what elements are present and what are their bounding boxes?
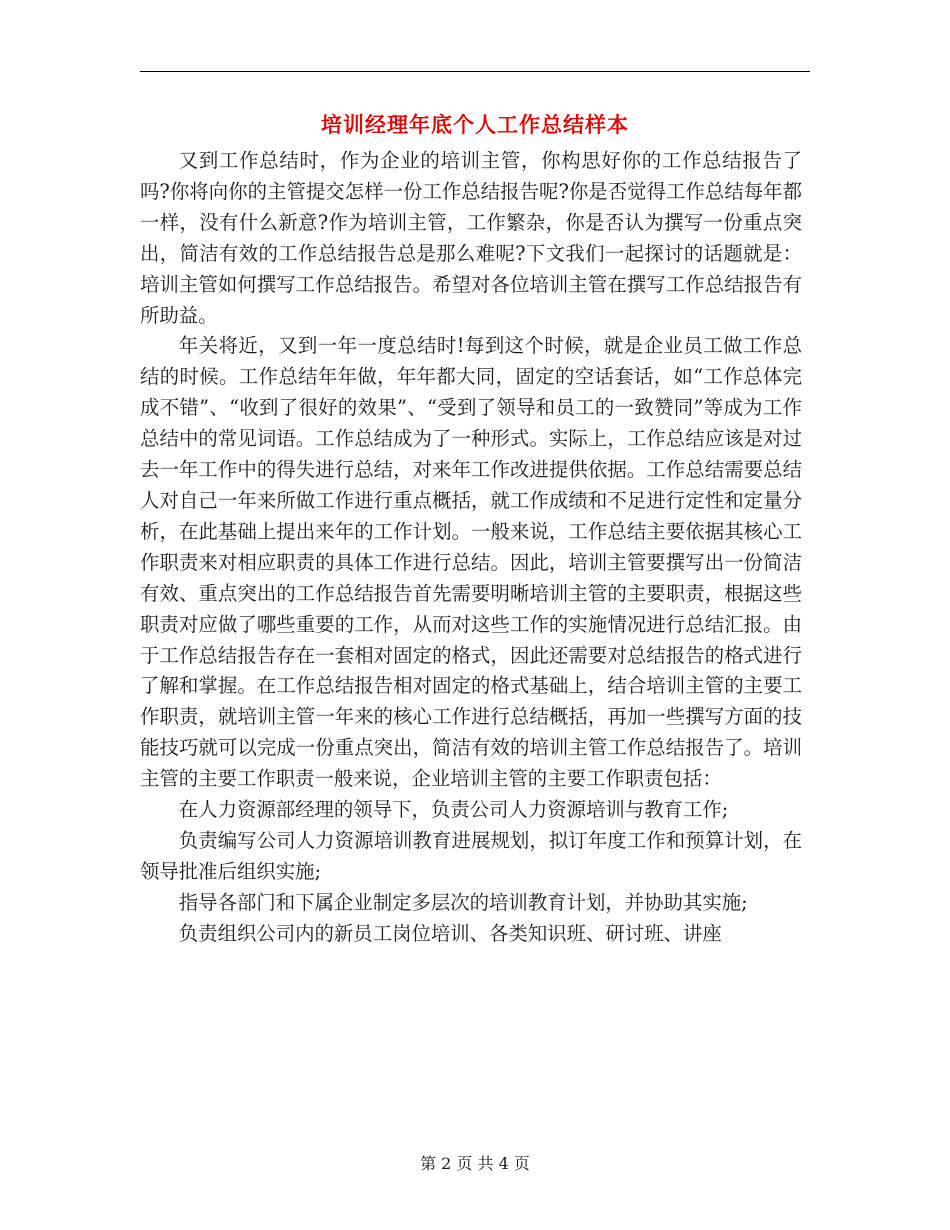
paragraph-duty-4: 负责组织公司内的新员工岗位培训、各类知识班、研讨班、讲座 [178, 921, 722, 945]
paragraph-intro: 又到工作总结时，作为企业的培训主管，你构思好你的工作总结报告了吗?你将向你的主管提交怎样一份工作总结报告呢?你是否觉得工作总结每年都一样，没有什么新意?作为培训主管，工作繁杂，你是否认为撰写一份重点突出，简洁有效的工作总结报告总是那么难呢?下文我们一起探讨的话题就是：培训主管如何撰写工作总结报告。希望对各位培训主管在撰写工作总结报告有所助益。 [140, 149, 802, 327]
paragraph-duty-2: 负责编写公司人力资源培训教育进展规划，拟订年度工作和预算计划，在领导批准后组织实施; [140, 828, 802, 883]
paragraph-duty-1: 在人力资源部经理的领导下，负责公司人力资源培训与教育工作; [178, 798, 729, 822]
paragraph-main: 年关将近，又到一年一度总结时!每到这个时候，就是企业员工做工作总结的时候。工作总结年年做，年年都大同，固定的空话套话，如“工作总体完成不错”、“收到了很好的效果”、“受到了领导和员工的一致赞同”等成为工作总结中的常见词语。工作总结成为了一种形式。实际上，工作总结应该是对过去一年工作中的得失进行总结，对来年工作改进提供依据。工作总结需要总结人对自己一年来所做工作进行重点概括，就工作成绩和不足进行定性和定量分析，在此基础上提出来年的工作计划。一般来说，工作总结主要依据其核心工作职责来对相应职责的具体工作进行总结。因此，培训主管要撰写出一份简洁有效、重点突出的工作总结报告首先需要明晰培训主管的主要职责，根据这些职责对应做了哪些重要的工作，从而对这些工作的实施情况进行总结汇报。由于工作总结报告存在一套相对固定的格式，因此还需要对总结报告的格式进行了解和掌握。在工作总结报告相对固定的格式基础上，结合培训主管的主要工作职责，就培训主管一年来的核心工作进行总结概括，再加一些撰写方面的技能技巧就可以完成一份重点突出，简洁有效的培训主管工作总结报告了。培训主管的主要工作职责一般来说，企业培训主管的主要工作职责包括： [140, 334, 802, 791]
document-body [140, 146, 802, 950]
paragraph-duty-3: 指导各部门和下属企业制定多层次的培训教育计划，并协助其实施; [178, 890, 748, 914]
header-rule [140, 71, 810, 72]
document-title: 培训经理年底个人工作总结样本 [321, 112, 629, 137]
page-number-footer: 第 2 页 共 4 页 [420, 1154, 530, 1173]
